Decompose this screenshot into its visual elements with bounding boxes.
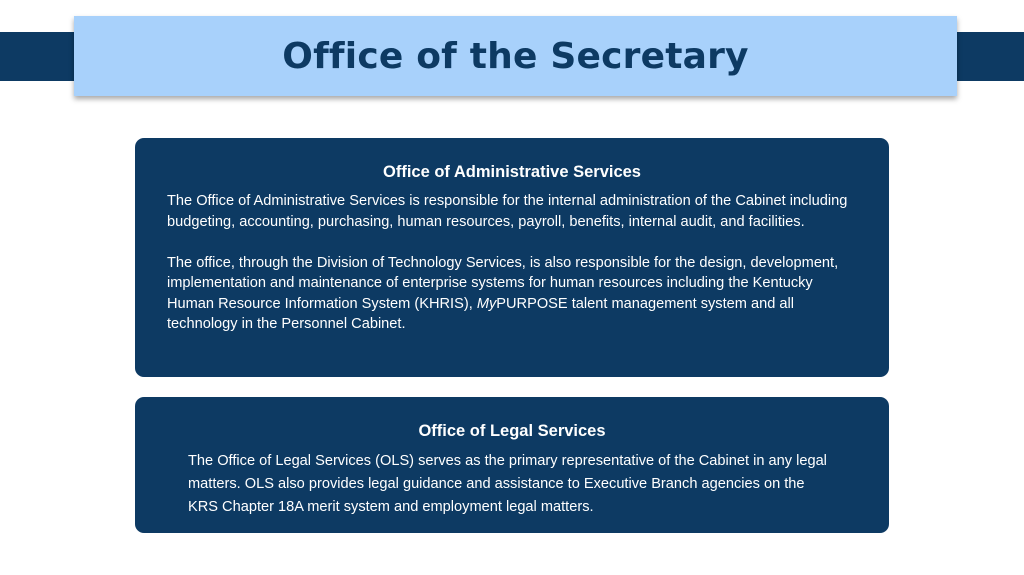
- title-box: [74, 16, 957, 96]
- admin-services-card: [135, 138, 889, 377]
- legal-services-heading: Office of Legal Services: [418, 422, 606, 440]
- admin-services-paragraph-2: [167, 253, 857, 335]
- legal-services-card: [135, 397, 889, 533]
- admin-services-heading: Office of Administrative Services: [383, 163, 641, 181]
- admin-services-paragraph-1: The Office of Administrative Services is responsible for the internal administration of the Cabinet including budgeting, accounting, purchasing, human resources, payroll, benefits, internal audit, and facilities.: [167, 193, 848, 230]
- admin-services-paragraph-2-end: PURPOSE talent management system and all technology in the Personnel Cabinet.: [167, 295, 794, 332]
- admin-services-paragraph-2-start: The office, through the Division of Technology Services, is also responsible for the design, development, implementation and maintenance of enterprise systems for human resources including the Kentucky Human Resource Information System (KHRIS),: [167, 254, 839, 312]
- page-title: Office of the Secretary: [282, 35, 749, 77]
- legal-services-paragraph: The Office of Legal Services (OLS) serves as the primary representative of the Cabinet in any legal matters. OLS also provides legal guidance and assistance to Executive Branch agencies on the KRS Chapter 18A merit system and employment legal matters.: [188, 453, 827, 515]
- mypurpose-italic-prefix: My: [476, 295, 497, 312]
